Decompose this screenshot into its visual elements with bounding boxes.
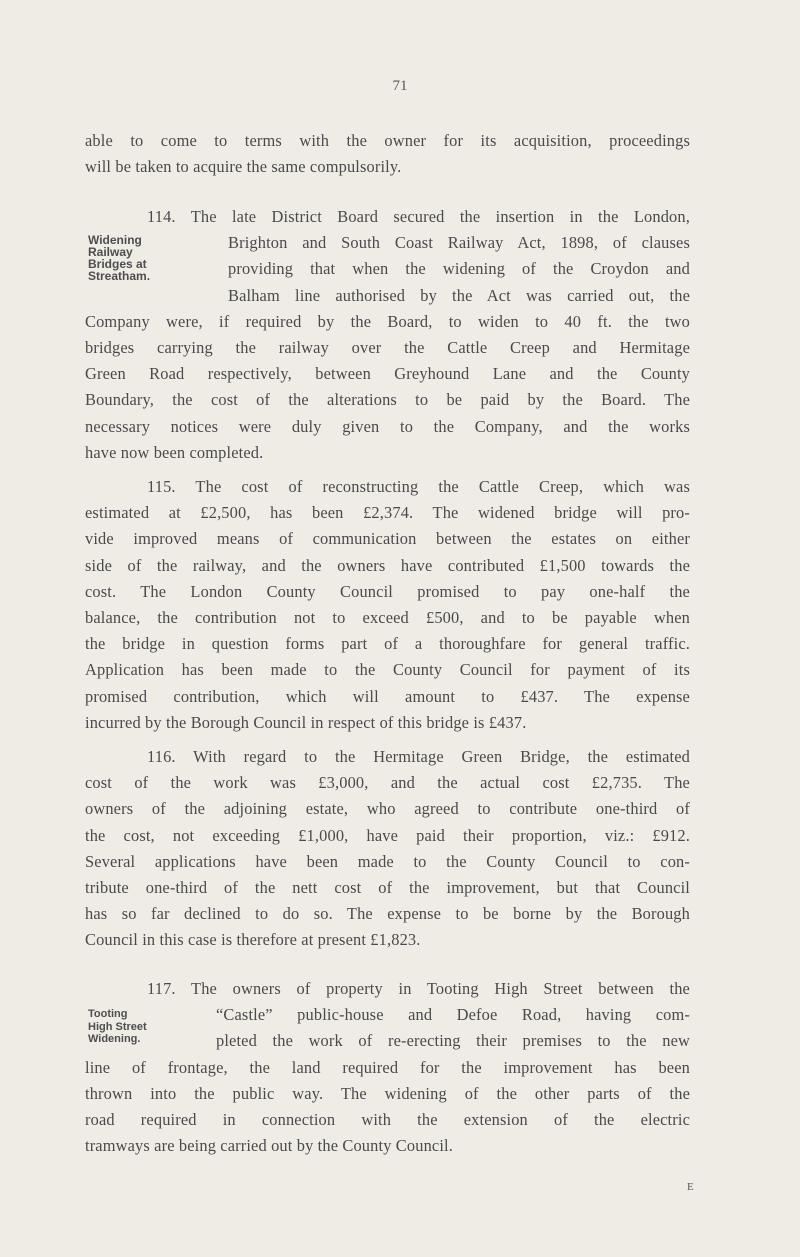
text-line: side of the railway, and the owners have contributed £1,500 towards the: [85, 555, 690, 575]
text-line: will be taken to acquire the same compulsorily.: [85, 157, 402, 177]
text-line: Council in this case is therefore at present £1,823.: [85, 930, 421, 950]
margin-note-line: Widening.: [88, 1033, 141, 1045]
text-line: able to come to terms with the owner for its acquisition, proceedings: [85, 131, 690, 150]
text-line: road required in connection with the extension of the electric: [85, 1110, 690, 1130]
text-line: Green Road respectively, between Greyhound Lane and the County: [85, 364, 690, 384]
page-number: 71: [392, 78, 408, 94]
text-line: the cost, not exceeding £1,000, have paid their proportion, viz.: £912.: [85, 825, 690, 845]
text-line: have now been completed.: [85, 442, 264, 462]
margin-note-line: Railway: [88, 245, 133, 259]
text-line: Company were, if required by the Board, to widen to 40 ft. the two: [85, 311, 690, 331]
text-line: owners of the adjoining estate, who agreed to contribute one-third of: [85, 799, 690, 819]
text-line: “Castle” public-house and Defoe Road, having com-: [216, 1005, 690, 1025]
text-line: cost. The London County Council promised to pay one-half the: [85, 581, 690, 601]
text-line: the bridge in question forms part of a thoroughfare for general traffic.: [85, 634, 690, 654]
text-line: thrown into the public way. The widening of the other parts of the: [85, 1083, 690, 1103]
text-line: pleted the work of re-erecting their premises to the new: [216, 1031, 690, 1051]
paragraph-114: [85, 204, 690, 466]
intro-paragraph: [85, 128, 690, 180]
text-line: promised contribution, which will amount to £437. The expense: [85, 686, 690, 706]
margin-note-line: Streatham.: [88, 269, 151, 283]
text-line: 114. The late District Board secured the insertion in the London,: [147, 207, 690, 226]
margin-note-line: Widening: [88, 233, 142, 247]
text-line: vide improved means of communication between the estates on either: [85, 529, 690, 549]
text-line: Balham line authorised by the Act was carried out, the: [228, 285, 690, 305]
text-line: Boundary, the cost of the alterations to be paid by the Board. The: [85, 390, 690, 410]
paragraph-117: [85, 976, 690, 1159]
text-line: Application has been made to the County Council for payment of its: [85, 660, 690, 680]
text-line: 117. The owners of property in Tooting High Street between the: [147, 979, 690, 998]
text-line: providing that when the widening of the Croydon and: [228, 259, 690, 279]
text-line: incurred by the Borough Council in respect of this bridge is £437.: [85, 712, 527, 732]
text-line: tribute one-third of the nett cost of the improvement, but that Council: [85, 878, 690, 898]
text-line: Several applications have been made to the County Council to con-: [85, 851, 690, 871]
paragraph-116: [85, 744, 690, 954]
text-line: 115. The cost of reconstructing the Cattle Creep, which was: [147, 477, 690, 496]
text-line: 116. With regard to the Hermitage Green Bridge, the estimated: [147, 747, 690, 766]
signature-mark: E: [687, 1181, 694, 1193]
paragraph-115: [85, 474, 690, 736]
text-line: line of frontage, the land required for the improvement has been: [85, 1057, 690, 1077]
margin-note-line: High Street: [88, 1020, 147, 1033]
text-line: Brighton and South Coast Railway Act, 1898, of clauses: [228, 233, 690, 253]
text-line: has so far declined to do so. The expense to be borne by the Borough: [85, 904, 690, 924]
text-line: estimated at £2,500, has been £2,374. The widened bridge will pro-: [85, 503, 690, 523]
text-line: necessary notices were duly given to the Company, and the works: [85, 416, 690, 436]
text-line: bridges carrying the railway over the Cattle Creep and Hermitage: [85, 338, 690, 358]
text-line: tramways are being carried out by the County Council.: [85, 1136, 453, 1156]
text-line: cost of the work was £3,000, and the actual cost £2,735. The: [85, 773, 690, 793]
margin-note-line: Tooting: [88, 1008, 128, 1020]
text-line: balance, the contribution not to exceed £500, and to be payable when: [85, 608, 690, 628]
margin-note-line: Bridges at: [88, 257, 147, 271]
